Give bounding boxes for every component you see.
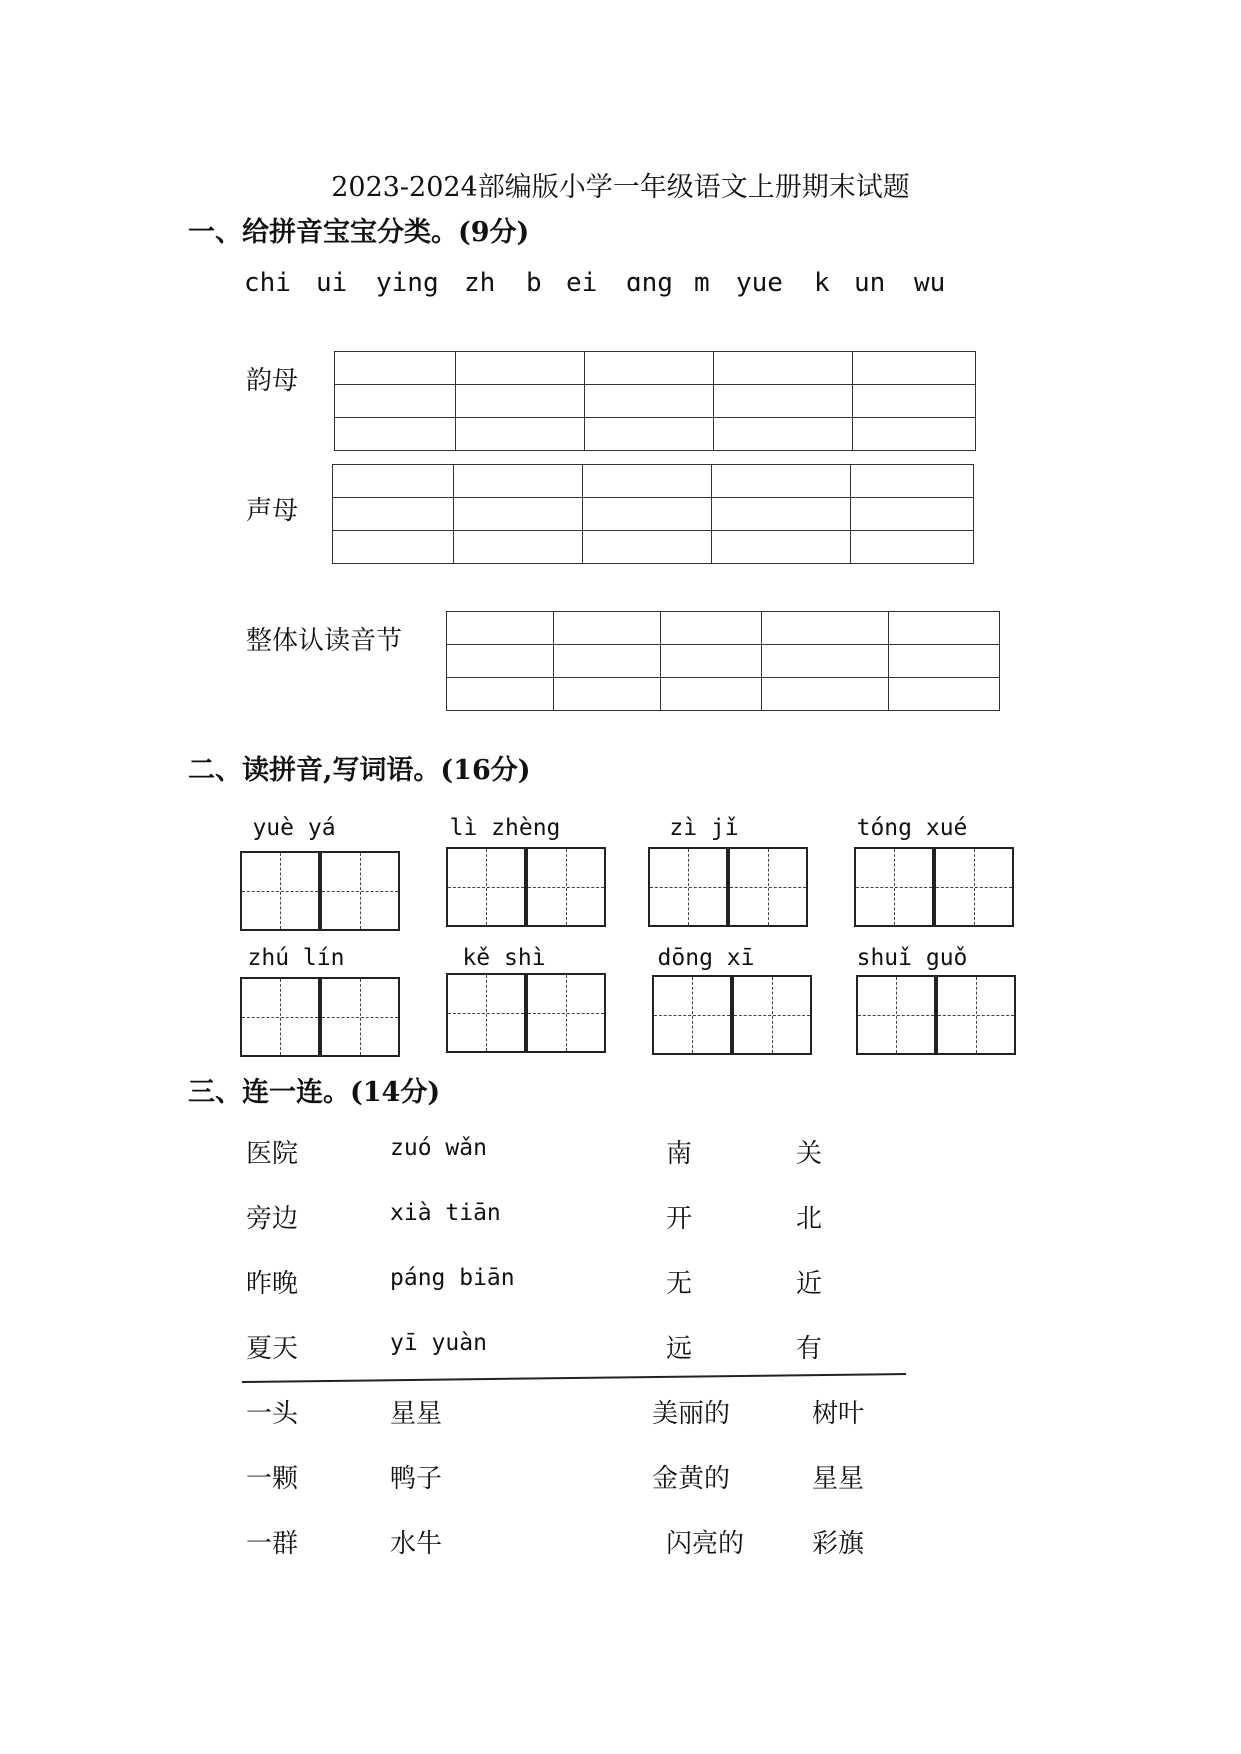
pinyin-letter: ɑng — [626, 268, 673, 298]
tianzige-box[interactable] — [240, 851, 320, 931]
match-pinyin: páng biān — [390, 1265, 515, 1291]
section1-heading: 一、给拼音宝宝分类。(9分) — [188, 217, 530, 248]
measure-word: 一头 — [246, 1399, 299, 1429]
noun-word: 水牛 — [390, 1529, 443, 1559]
match-word: 旁边 — [246, 1204, 299, 1234]
tianzige-box[interactable] — [652, 975, 732, 1055]
match-word: 昨晚 — [246, 1269, 299, 1299]
thing-word: 树叶 — [812, 1399, 865, 1429]
adjective-word: 闪亮的 — [666, 1529, 745, 1559]
pinyin-letter: ei — [566, 268, 598, 298]
pinyin-prompt: lì zhèng — [449, 815, 561, 841]
tianzige-box[interactable] — [728, 847, 808, 927]
tianzige-box[interactable] — [446, 847, 526, 927]
writing-box-pair[interactable] — [856, 975, 1016, 1055]
tianzige-box[interactable] — [320, 977, 400, 1057]
pinyin-letter: yue — [736, 268, 783, 298]
pinyin-letter: ui — [316, 268, 348, 298]
shengmu-answer-grid[interactable] — [332, 464, 974, 564]
yunmu-label: 韵母 — [246, 366, 299, 396]
thing-word: 星星 — [812, 1464, 865, 1494]
writing-box-pair[interactable] — [648, 847, 808, 927]
tianzige-box[interactable] — [526, 847, 606, 927]
section3-heading: 三、连一连。(14分) — [188, 1077, 441, 1108]
opposite-left: 开 — [666, 1204, 693, 1234]
tianzige-box[interactable] — [934, 847, 1014, 927]
match-pinyin: xià tiān — [390, 1200, 501, 1226]
pinyin-letter: m — [694, 268, 710, 298]
section2-heading: 二、读拼音,写词语。(16分) — [188, 755, 531, 786]
pinyin-prompt: tóng xué — [856, 815, 968, 841]
pinyin-prompt: zì jǐ — [669, 815, 739, 841]
measure-word: 一颗 — [246, 1464, 299, 1494]
opposite-right: 北 — [796, 1204, 823, 1234]
writing-box-pair[interactable] — [240, 977, 400, 1057]
separator-line — [240, 1368, 910, 1388]
noun-word: 星星 — [390, 1399, 443, 1429]
writing-box-pair[interactable] — [446, 847, 606, 927]
zhengti-label: 整体认读音节 — [246, 626, 403, 656]
writing-box-pair[interactable] — [240, 851, 400, 931]
measure-word: 一群 — [246, 1529, 299, 1559]
match-word: 医院 — [246, 1139, 299, 1169]
match-pinyin: zuó wǎn — [390, 1135, 487, 1161]
opposite-right: 近 — [796, 1269, 823, 1299]
tianzige-box[interactable] — [856, 975, 936, 1055]
shengmu-label: 声母 — [246, 496, 299, 526]
pinyin-letter: k — [814, 268, 830, 298]
pinyin-letter: zh — [464, 268, 496, 298]
tianzige-box[interactable] — [936, 975, 1016, 1055]
pinyin-prompt: zhú lín — [247, 945, 345, 971]
opposite-right: 有 — [796, 1334, 823, 1364]
adjective-word: 美丽的 — [652, 1399, 731, 1429]
tianzige-box[interactable] — [240, 977, 320, 1057]
opposite-left: 无 — [666, 1269, 693, 1299]
noun-word: 鸭子 — [390, 1464, 443, 1494]
match-word: 夏天 — [246, 1334, 299, 1364]
writing-box-pair[interactable] — [652, 975, 812, 1055]
pinyin-letter: chi — [244, 268, 291, 298]
pinyin-prompt: dōng xī — [657, 945, 755, 971]
tianzige-box[interactable] — [526, 973, 606, 1053]
tianzige-box[interactable] — [732, 975, 812, 1055]
opposite-right: 关 — [796, 1139, 823, 1169]
pinyin-prompt: kě shì — [462, 945, 546, 971]
opposite-left: 南 — [666, 1139, 693, 1169]
tianzige-box[interactable] — [648, 847, 728, 927]
pinyin-letter: ying — [376, 268, 439, 298]
tianzige-box[interactable] — [854, 847, 934, 927]
writing-box-pair[interactable] — [854, 847, 1014, 927]
tianzige-box[interactable] — [446, 973, 526, 1053]
tianzige-box[interactable] — [320, 851, 400, 931]
thing-word: 彩旗 — [812, 1529, 865, 1559]
adjective-word: 金黄的 — [652, 1464, 731, 1494]
yunmu-answer-grid[interactable] — [334, 351, 976, 451]
writing-box-pair[interactable] — [446, 973, 606, 1053]
opposite-left: 远 — [666, 1334, 693, 1364]
pinyin-letter: un — [854, 268, 886, 298]
pinyin-letter: b — [526, 268, 542, 298]
pinyin-prompt: yuè yá — [252, 815, 336, 841]
match-pinyin: yī yuàn — [390, 1330, 487, 1356]
pinyin-prompt: shuǐ guǒ — [856, 945, 968, 971]
zhengti-answer-grid[interactable] — [446, 611, 1000, 711]
pinyin-letter: wu — [914, 268, 946, 298]
page-title: 2023-2024部编版小学一年级语文上册期末试题 — [331, 172, 910, 203]
